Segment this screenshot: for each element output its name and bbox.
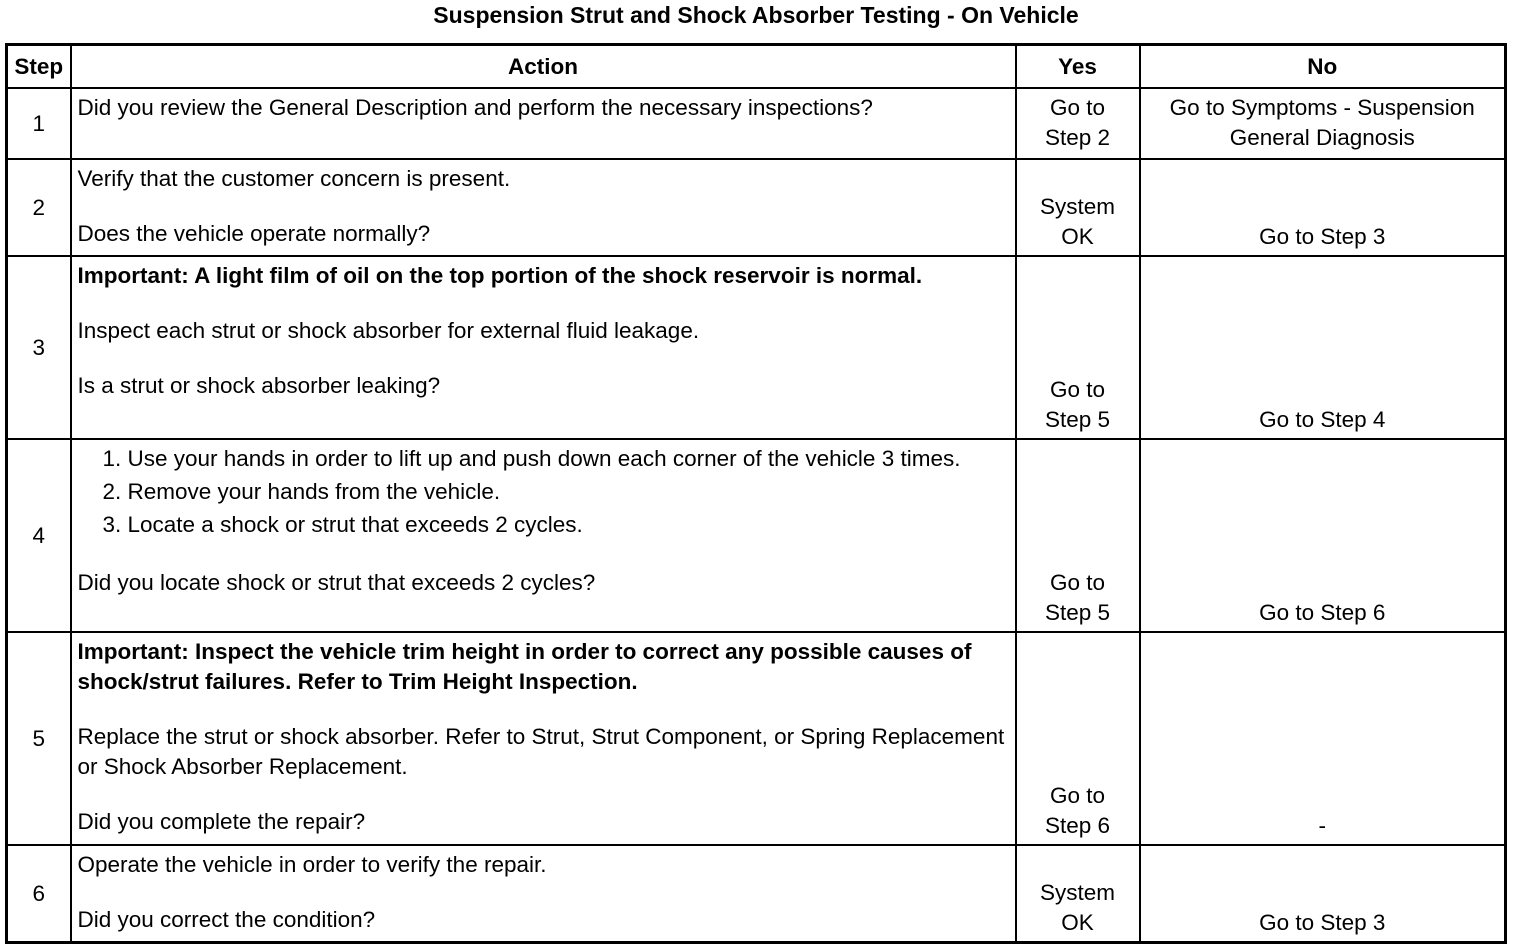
action-cell [71,88,1016,159]
action-steps-list [78,444,1009,540]
yes-line: OK [1061,224,1094,249]
step-number: 6 [7,845,71,943]
action-instruction: Operate the vehicle in order to verify the repair. [77,852,547,877]
table-row [7,632,1506,845]
yes-line: Step 2 [1044,125,1111,150]
page-title: Suspension Strut and Shock Absorber Testing - On Vehicle [433,2,1079,28]
no-cell: - [1140,632,1506,845]
no-line: Go to Symptoms - Suspension [1169,95,1475,120]
no-cell [1140,88,1506,159]
table-row [7,159,1506,256]
no-cell: Go to Step 3 [1140,845,1506,943]
table-row [7,439,1506,632]
yes-line: OK [1061,910,1094,935]
step-number: 5 [7,632,71,845]
important-note: Important: Inspect the vehicle trim height in order to correct any possible causes of shock/strut failures. Refer to Trim Height Inspection. [77,639,972,694]
table-row [7,256,1506,439]
step-number: 3 [7,256,71,439]
table-row [7,88,1506,159]
yes-line: Step 5 [1044,407,1111,432]
step-number: 2 [7,159,71,256]
list-item: 1. Use your hands in order to lift up and push down each corner of the vehicle 3 times. [128,444,1009,474]
yes-line: Go to [1049,377,1106,402]
action-instruction: Replace the strut or shock absorber. Refer to Strut, Strut Component, or Spring Replacement or Shock Absorber Replacement. [77,724,1005,779]
table-row [7,845,1506,943]
yes-line: Go to [1049,95,1106,120]
action-cell [71,845,1016,943]
action-instruction: Verify that the customer concern is present. [77,166,511,191]
list-item: 2. Remove your hands from the vehicle. [128,477,1009,507]
yes-cell [1016,88,1140,159]
action-instruction: Inspect each strut or shock absorber for external fluid leakage. [77,318,700,343]
yes-line: System [1039,194,1115,219]
action-cell [71,439,1016,632]
no-cell: Go to Step 3 [1140,159,1506,256]
header-yes: Yes [1016,45,1140,89]
yes-line: Step 6 [1044,813,1111,838]
header-no: No [1140,45,1506,89]
no-cell: Go to Step 4 [1140,256,1506,439]
step-number: 1 [7,88,71,159]
header-row [7,45,1506,89]
yes-cell [1016,439,1140,632]
yes-cell [1016,632,1140,845]
header-step: Step [7,45,71,89]
action-question: Did you review the General Description and perform the necessary inspections? [77,95,873,120]
list-item: 3. Locate a shock or strut that exceeds 2 cycles. [128,510,1009,540]
header-action: Action [71,45,1016,89]
yes-line: Go to [1049,570,1106,595]
diagnostic-table [5,43,1507,944]
action-question: Did you correct the condition? [77,907,376,932]
important-note: Important: A light film of oil on the top portion of the shock reservoir is normal. [77,263,923,288]
yes-line: Go to [1049,783,1106,808]
action-cell [71,256,1016,439]
step-number: 4 [7,439,71,632]
yes-cell [1016,845,1140,943]
action-question: Did you locate shock or strut that exceeds 2 cycles? [77,570,596,595]
action-cell [71,632,1016,845]
action-question: Did you complete the repair? [77,809,366,834]
yes-cell [1016,159,1140,256]
action-question: Is a strut or shock absorber leaking? [77,373,441,398]
action-cell [71,159,1016,256]
yes-line: System [1039,880,1115,905]
yes-line: Step 5 [1044,600,1111,625]
action-question: Does the vehicle operate normally? [77,221,431,246]
no-cell: Go to Step 6 [1140,439,1506,632]
no-line: General Diagnosis [1229,125,1415,150]
yes-cell [1016,256,1140,439]
